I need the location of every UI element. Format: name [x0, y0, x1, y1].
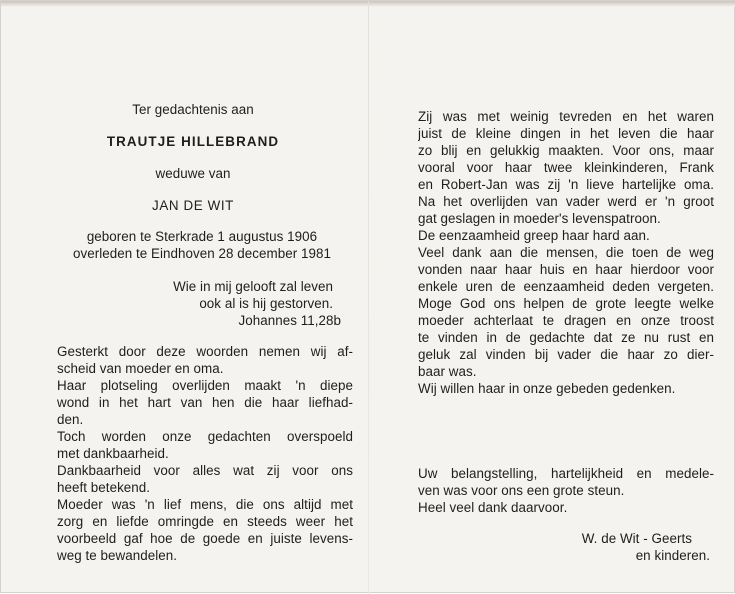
quote-line: Wie in mij gelooft zal leven: [173, 279, 333, 294]
text-line: den.: [57, 412, 84, 427]
text-line: gat geslagen in moeder's levenspatroon.: [418, 211, 661, 226]
text-line: vooral voor haar twee kleinkinderen, Frank: [418, 160, 714, 175]
text-line: wond in het hart van hen die haar liefhad-: [57, 395, 353, 410]
card-fold: [368, 1, 369, 594]
text-line: De eenzaamheid greep haar hard aan.: [418, 228, 650, 243]
text-line: scheid van moeder en oma.: [57, 361, 224, 376]
quote-line: ook al is hij gestorven.: [199, 296, 333, 311]
right-page: [418, 108, 714, 564]
quote-reference: Johannes 11,28b: [238, 313, 341, 328]
spouse-name: JAN DE WIT: [152, 198, 234, 213]
text-line: ven was voor ons een grote steun.: [418, 483, 625, 498]
text-line: Uw belangstelling, hartelijkheid en medele-: [418, 466, 714, 481]
text-line: voorbeeld gaf hoe de goede en juiste levens-: [57, 531, 353, 546]
text-line: Gesterkt door deze woorden nemen wij af-: [57, 344, 353, 359]
deceased-name: TRAUTJE HILLEBRAND: [106, 134, 280, 149]
text-line: Toch worden onze gedachten overspoeld: [57, 429, 353, 444]
text-line: Moge God ons helpen de grote leegte welke: [418, 296, 714, 311]
thanks-text: [418, 465, 714, 516]
text-line: Heel veel dank daarvoor.: [418, 500, 568, 515]
right-body-text: [418, 108, 714, 397]
text-line: heeft betekend.: [57, 480, 151, 495]
text-line: en Robert-Jan was zij 'n lieve hartelijke oma.: [418, 177, 714, 192]
text-line: moeder achterlaat te dragen en onze troost: [418, 313, 714, 328]
text-line: zorg en liefde omringde en steeds weer het: [57, 514, 353, 529]
left-page: [57, 101, 353, 564]
text-line: Dankbaarheid voor alles wat zij voor ons: [57, 463, 353, 478]
text-line: Wij willen haar in onze gebeden gedenken.: [418, 381, 676, 396]
text-line: baar was.: [418, 364, 477, 379]
widow-of-line: weduwe van: [155, 166, 231, 181]
text-line: geluk zal vinden bij vader die haar zo dier-: [418, 347, 714, 362]
left-body-text: [57, 343, 353, 564]
text-line: Moeder was 'n lief mens, die ons altijd met: [57, 497, 353, 512]
text-line: te vinden in de gedachte dat ze nu rust en: [418, 330, 714, 345]
signature-family: en kinderen.: [635, 548, 710, 563]
text-line: enkele uren de eenzaamheid deden vergeten.: [418, 279, 714, 294]
text-line: Haar plotseling overlijden maakt 'n diepe: [57, 378, 353, 393]
text-line: juist de kleine dingen in het leven die haar: [418, 126, 714, 141]
text-line: Zij was met weinig tevreden en het waren: [418, 109, 714, 124]
text-line: Veel dank aan die mensen, die toen de weg: [418, 245, 714, 260]
text-line: met dankbaarheid.: [57, 446, 169, 461]
signature-name: W. de Wit - Geerts: [581, 531, 692, 546]
death-line: overleden te Eindhoven 28 december 1981: [72, 246, 332, 261]
text-line: vonden naar haar huis en haar hierdoor voor: [418, 262, 714, 277]
text-line: weg te bewandelen.: [57, 548, 178, 563]
birth-line: geboren te Sterkrade 1 augustus 1906: [86, 229, 318, 244]
text-line: Na het overlijden van vader werd er 'n groot: [418, 194, 714, 209]
dedication-line: Ter gedachtenis aan: [132, 102, 254, 117]
signature-block: [418, 530, 714, 564]
text-line: zo blij en gelukkig maakten. Voor ons, maar: [418, 143, 714, 158]
